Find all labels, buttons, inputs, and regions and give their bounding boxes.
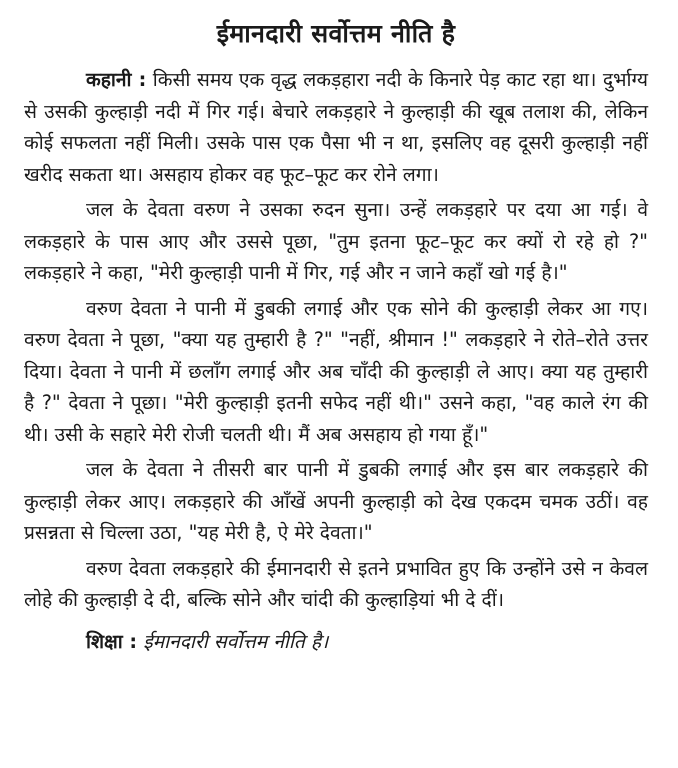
paragraph-1 bbox=[24, 64, 648, 190]
paragraph-5: वरुण देवता लकड़हारे की ईमानदारी से इतने प्रभावित हुए कि उन्होंने उसे न केवल लोहे की कुल्हाड़ी दे दी, बल्कि सोने और चांदी की कुल्हाड़ियां भी दे दीं। bbox=[24, 556, 648, 611]
paragraph-3: वरुण देवता ने पानी में डुबकी लगाई और एक सोने की कुल्हाड़ी लेकर आ गए। वरुण देवता ने पूछा, "क्या यह तुम्हारी है ?" "नहीं, श्रीमान !" लकड़हारे ने रोते–रोते उत्तर दिया। देवता ने पानी में छलाँग लगाई और अब चाँदी की कुल्हाड़ी ले आए। क्या यह तुम्हारी है ?" देवता ने पूछा। "मेरी कुल्हाड़ी इतनी सफेद नहीं थी।" उसने कहा, "वह काले रंग की थी। उसी के सहारे मेरी रोजी चलती थी। मैं अब असहाय हो गया हूँ।" bbox=[24, 296, 648, 446]
story-title: ईमानदारी सर्वोत्तम नीति है bbox=[216, 19, 456, 48]
moral-text: ईमानदारी सर्वोत्तम नीति है। bbox=[143, 629, 329, 653]
moral-line bbox=[24, 626, 648, 658]
story-label: कहानी : bbox=[86, 68, 147, 91]
paragraph-4: जल के देवता ने तीसरी बार पानी में डुबकी लगाई और इस बार लकड़हारे की कुल्हाड़ी लेकर आए। लकड़हारे की आँखें अपनी कुल्हाड़ी को देख एकदम चमक उठीं। वह प्रसन्नता से चिल्ला उठा, "यह मेरी है, ऐ मेरे देवता।" bbox=[24, 458, 648, 544]
paragraph-2: जल के देवता वरुण ने उसका रुदन सुना। उन्हें लकड़हारे पर दया आ गई। वे लकड़हारे के पास आए और उससे पूछा, "तुम इतना फूट–फूट कर क्यों रो रहे हो ?" लकड़हारे ने कहा, "मेरी कुल्हाड़ी पानी में गिर, गई और न जाने कहाँ खो गई है।" bbox=[24, 198, 648, 284]
paragraph-1-text: किसी समय एक वृद्ध लकड़हारा नदी के किनारे पेड़ काट रहा था। दुर्भाग्य से उसकी कुल्हाड़ी नदी में गिर गई। बेचारे लकड़हारे ने कुल्हाड़ी की खूब तलाश की, लेकिन कोई सफलता नहीं मिली। उसके पास एक पैसा भी न था, इसलिए वह दूसरी कुल्हाड़ी नहीं खरीद सकता था। असहाय होकर वह फूट–फूट कर रोने लगा। bbox=[24, 68, 648, 186]
moral-label: शिक्षा : bbox=[86, 629, 138, 653]
